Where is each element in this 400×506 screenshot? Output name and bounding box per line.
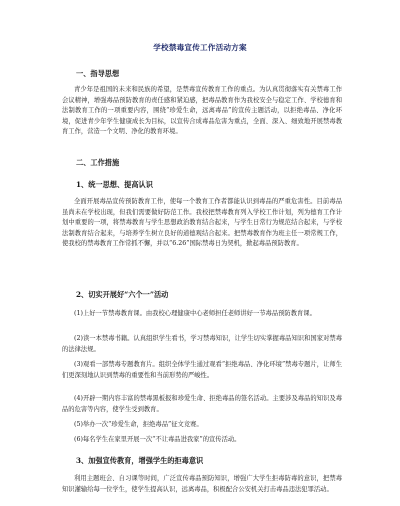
list-item: (1)上好一节禁毒教育课。由我校心理健康中心老师担任老师讲好一节毒品预防教育课。 bbox=[74, 310, 316, 317]
subheading-strengthen-publicity: 3、加强宣传教育，增强学生的拒毒意识 bbox=[76, 456, 204, 465]
paragraph-strengthen-publicity: 利用主题班会、自习课等时间，广泛宣传毒品预防知识，增强广大学生拒毒防毒的意识，把禁毒知识灌输给每一位学生，使学生提高认识，远离毒品，积极配合公安机关打击毒品违法犯罪活动。 bbox=[62, 475, 342, 493]
document-title: 学校禁毒宣传工作活动方案 bbox=[153, 43, 247, 52]
paragraph-unify-thinking: 全面开展毒品宣传预防教育工作，使每一个教育工作者都能认识到毒品的严重危害性。目前毒品虽尚未在学校出现，但我们需要做好防范工作。我校把禁毒教育列入学校工作计划，列为德育工作计划中重要的一项，将禁毒教育与学生思想政治教育结合起来，与学生日常行为规范结合起来，与学校法制教育结合起来，与培养学生树立良好的道德观结合起来。把禁毒教育作为班主任一项常规工作，使我校的禁毒教育工作常抓不懈，并以“6.26”国际禁毒日为契机，掀起毒品预防教育。 bbox=[62, 198, 342, 248]
subheading-six-ones-activities: 2、切实开展好“六个一”活动 bbox=[76, 290, 169, 299]
list-item: (5)举办一次“珍爱生命，拒绝毒品”征文竞赛。 bbox=[74, 421, 203, 428]
list-item: (4)开辟一期内容丰富的禁毒黑板报和珍爱生命、拒绝毒品的签名活动。主要涉及毒品的知识及毒品的危害等内容，使学生受到教育。 bbox=[62, 395, 342, 413]
section-heading-guiding-ideology: 一、指导思想 bbox=[76, 69, 120, 78]
list-item: (3)观看一部禁毒专题教育片。组织全体学生通过观看“拒绝毒品、净化环境”禁毒专题片，让师生们更深刻地认识到禁毒的重要性和当前形势的严峻性。 bbox=[62, 361, 342, 379]
paragraph-guiding-ideology: 青少年是祖国的未来和民族的希望，是禁毒宣传教育工作的重点。为认真贯彻落实有关禁毒工作会议精神，增强毒品预防教育的责任感和紧迫感，把毒品教育作为我校安全与稳定工作、学校德育和法制教育工作的一项重要内容，围绕“珍爱生命，远离毒品”的宣传主题活动，以拒绝毒品、净化环境，促进青少年学生健康成长为目标，以宣传合成毒品危害为重点，全面、深入、细致地开展禁毒教育工作，营造一个文明、净化的教育环境。 bbox=[62, 86, 342, 136]
subheading-unify-thinking: 1、统一思想、提高认识 bbox=[76, 180, 153, 189]
list-item: (6)每名学生在家里开展一次“不让毒品进我家”的宣传活动。 bbox=[74, 436, 241, 443]
list-item: (2)读一本禁毒书籍。认真组织学生看书，学习禁毒知识，让学生切实掌握毒品知识和国家对禁毒的法律法规。 bbox=[62, 335, 342, 353]
section-heading-work-measures: 二、工作措施 bbox=[76, 158, 120, 167]
